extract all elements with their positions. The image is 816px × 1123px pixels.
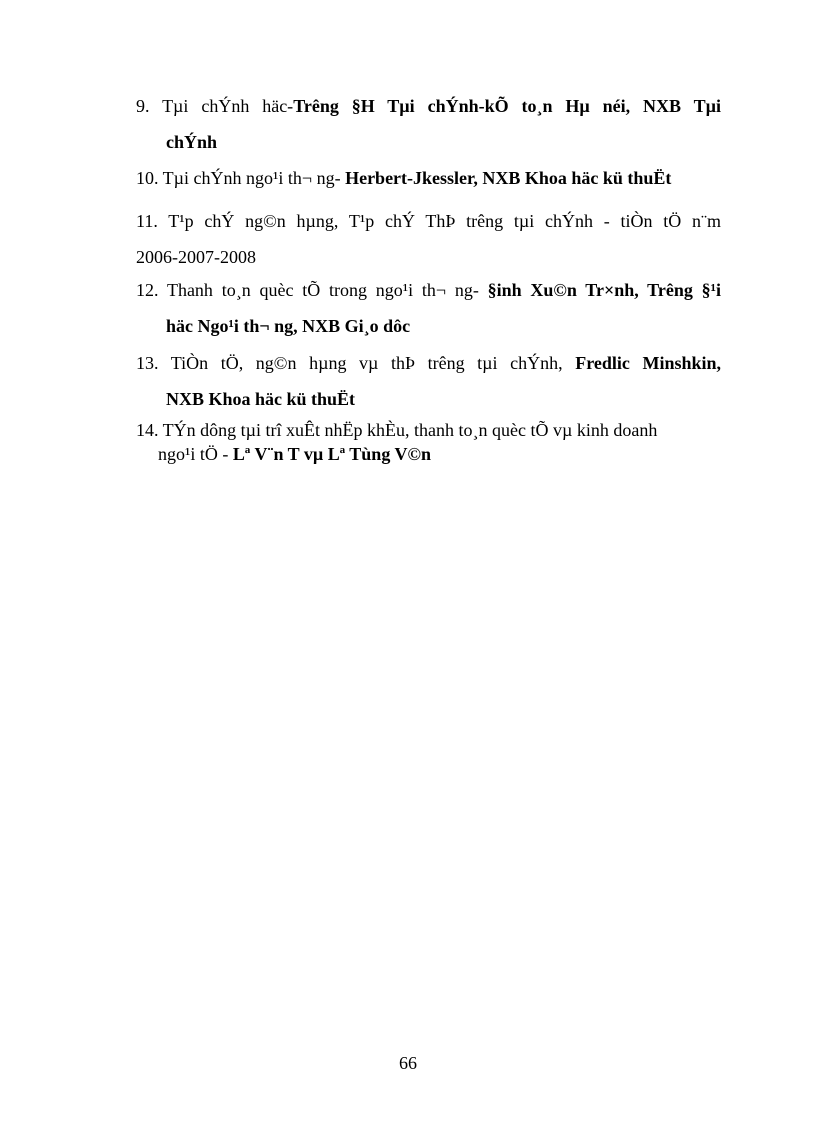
reference-line <box>136 345 721 381</box>
reference-text: 2006-2007-2008 <box>136 247 256 267</box>
reference-item-13 <box>136 345 721 417</box>
reference-item-14 <box>136 418 721 466</box>
reference-source: Herbert-Jkessler, NXB Khoa häc kü thuËt <box>345 168 672 188</box>
reference-source: Trêng §H Tµi chÝnh-kÕ to¸n Hµ néi, NXB Tµi <box>293 96 721 116</box>
reference-item-10 <box>136 160 721 196</box>
reference-item-11 <box>136 203 721 275</box>
reference-line <box>136 88 721 124</box>
reference-text: 11. T¹p chÝ ng©n hµng, T¹p chÝ ThÞ trêng tµi chÝnh - tiÒn tÖ n¨m <box>136 211 721 231</box>
reference-item-12 <box>136 272 721 344</box>
reference-source: Fredlic Minshkin, <box>575 353 721 373</box>
reference-source: häc Ngo¹i th¬ ng, NXB Gi¸o dôc <box>166 316 411 336</box>
reference-text: 10. Tµi chÝnh ngo¹i th¬ ng- <box>136 168 346 188</box>
reference-text: 12. Thanh to¸n quèc tÕ trong ngo¹i th¬ ng- <box>136 280 488 300</box>
page-number: 66 <box>399 1053 417 1073</box>
reference-item-9 <box>136 88 721 160</box>
reference-line <box>136 418 721 442</box>
reference-line <box>136 203 721 239</box>
reference-line <box>136 308 721 344</box>
reference-line <box>136 239 721 275</box>
reference-line <box>136 442 721 466</box>
reference-line <box>136 272 721 308</box>
reference-source: §inh Xu©n Tr×nh, Trêng §¹i <box>487 280 721 300</box>
reference-line <box>136 381 721 417</box>
reference-source: chÝnh <box>166 132 218 152</box>
reference-text: ngo¹i tÖ - <box>158 444 233 464</box>
reference-source: NXB Khoa häc kü thuËt <box>166 389 356 409</box>
reference-source: Lª V¨n T vµ Lª Tùng V©n <box>232 444 431 464</box>
reference-line <box>136 160 721 196</box>
reference-text: 14. TÝn dông tµi trî xuÊt nhËp khÈu, thanh to¸n quèc tÕ vµ kinh doanh <box>136 420 658 440</box>
reference-line <box>136 124 721 160</box>
reference-text: 13. TiÒn tÖ, ng©n hµng vµ thÞ trêng tµi chÝnh, <box>136 353 576 373</box>
reference-text: 9. Tµi chÝnh häc- <box>136 96 294 116</box>
